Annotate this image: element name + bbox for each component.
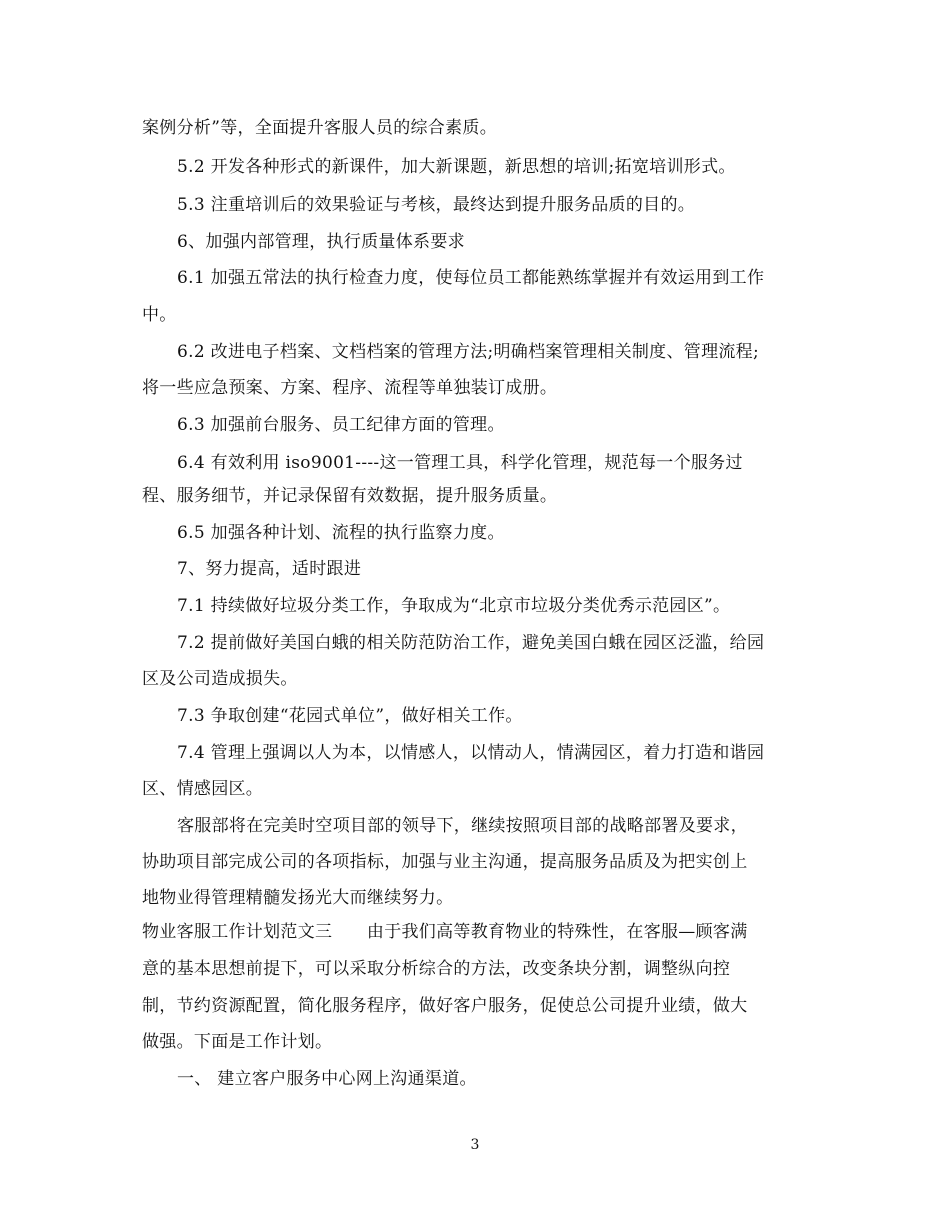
text-line: 7.1 持续做好垃圾分类工作，争取成为“北京市垃圾分类优秀示范园区”。 bbox=[177, 596, 731, 616]
text-line: 6.3 加强前台服务、员工纪律方面的管理。 bbox=[177, 415, 505, 435]
text-line: 地物业得管理精髓发扬光大而继续努力。 bbox=[142, 888, 454, 908]
text-line: 一、 建立客户服务中心网上沟通渠道。 bbox=[177, 1069, 477, 1089]
text-line: 7.3 争取创建“花园式单位”，做好相关工作。 bbox=[177, 706, 523, 726]
text-line: 客服部将在完美时空项目部的领导下，继续按照项目部的战略部署及要求， bbox=[177, 816, 748, 836]
text-line: 案例分析”等，全面提升客服人员的综合素质。 bbox=[142, 118, 497, 138]
text-line: 6.1 加强五常法的执行检查力度，使每位员工都能熟练掌握并有效运用到工作 bbox=[177, 268, 765, 288]
text-line: 5.2 开发各种形式的新课件，加大新课题，新思想的培训;拓宽培训形式。 bbox=[177, 157, 736, 177]
text-line: 做强。下面是工作计划。 bbox=[142, 1032, 333, 1052]
text-line: 6.4 有效利用 iso9001----这一管理工具，科学化管理，规范每一个服务过 bbox=[177, 453, 743, 473]
text-line: 制，节约资源配置，简化服务程序，做好客户服务，促使总公司提升业绩，做大 bbox=[142, 996, 748, 1016]
text-line: 物业客服工作计划范文三 由于我们高等教育物业的特殊性，在客服—顾客满 bbox=[142, 922, 748, 942]
text-line: 将一些应急预案、方案、程序、流程等单独装订成册。 bbox=[142, 378, 558, 398]
text-line: 6.5 加强各种计划、流程的执行监察力度。 bbox=[177, 523, 505, 543]
text-line: 区、情感园区。 bbox=[142, 779, 264, 799]
text-line: 意的基本思想前提下，可以采取分析综合的方法，改变条块分割，调整纵向控 bbox=[142, 959, 731, 979]
text-line: 6.2 改进电子档案、文档档案的管理方法;明确档案管理相关制度、管理流程; bbox=[177, 342, 759, 362]
text-line: 协助项目部完成公司的各项指标，加强与业主沟通，提高服务品质及为把实创上 bbox=[142, 852, 748, 872]
text-line: 6、加强内部管理，执行质量体系要求 bbox=[177, 232, 465, 252]
page-number: 3 bbox=[470, 1137, 480, 1153]
text-line: 7.4 管理上强调以人为本，以情感人，以情动人，情满园区，着力打造和谐园 bbox=[177, 743, 765, 763]
text-line: 7、努力提高，适时跟进 bbox=[177, 559, 362, 579]
text-line: 程、服务细节，并记录保留有效数据，提升服务质量。 bbox=[142, 486, 558, 506]
text-line: 区及公司造成损失。 bbox=[142, 669, 298, 689]
text-line: 5.3 注重培训后的效果验证与考核，最终达到提升服务品质的目的。 bbox=[177, 195, 696, 215]
text-line: 中。 bbox=[142, 305, 177, 325]
text-line: 7.2 提前做好美国白蛾的相关防范防治工作，避免美国白蛾在园区泛滥，给园 bbox=[177, 633, 765, 653]
